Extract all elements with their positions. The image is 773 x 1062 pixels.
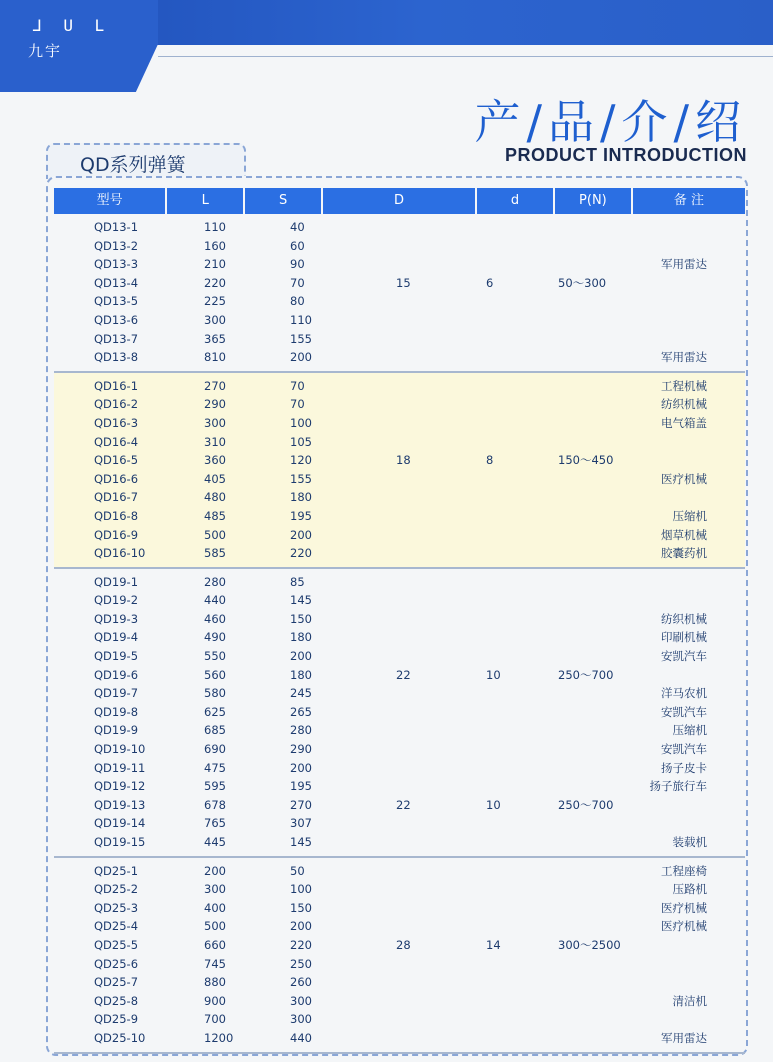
col-remark: 备 注 [633, 188, 745, 214]
remark-cell: 军用雷达 [661, 350, 707, 365]
l-cell: 360 [204, 453, 226, 468]
table-header [54, 188, 745, 214]
table-row [54, 292, 745, 311]
remark-cell: 清洁机 [672, 993, 707, 1008]
l-cell: 270 [204, 378, 226, 393]
s-cell: 265 [290, 704, 312, 719]
l-cell: 585 [204, 546, 226, 561]
s-cell: 180 [290, 630, 312, 645]
s-cell: 50 [290, 863, 305, 878]
remark-cell: 压路机 [672, 882, 707, 897]
l-cell: 900 [204, 993, 226, 1008]
table-row [54, 544, 745, 563]
model-cell: QD13-8 [94, 350, 139, 365]
s-cell: 245 [290, 686, 312, 701]
col-s: S [245, 188, 323, 214]
table-row [54, 488, 745, 507]
model-cell: QD19-13 [94, 797, 146, 812]
l-cell: 685 [204, 723, 226, 738]
model-cell: QD13-7 [94, 331, 139, 346]
remark-cell: 纺织机械 [661, 611, 707, 626]
remark-cell: 胶囊药机 [661, 546, 707, 561]
model-cell: QD19-3 [94, 611, 139, 626]
outer-diameter-cell: 22 [396, 667, 411, 682]
s-cell: 220 [290, 937, 312, 952]
table-row [54, 237, 745, 256]
s-cell: 290 [290, 742, 312, 757]
table-row [54, 218, 745, 237]
s-cell: 100 [290, 415, 312, 430]
table-row [54, 377, 745, 396]
model-cell: QD16-9 [94, 527, 139, 542]
remark-cell: 军用雷达 [661, 257, 707, 272]
l-cell: 445 [204, 835, 226, 849]
remark-cell: 医疗机械 [661, 919, 707, 934]
s-cell: 150 [290, 900, 312, 915]
s-cell: 200 [290, 760, 312, 775]
l-cell: 365 [204, 331, 226, 346]
table-row [54, 814, 745, 833]
logo-name: 九宇 [28, 42, 63, 60]
l-cell: 560 [204, 667, 226, 682]
l-cell: 765 [204, 816, 226, 831]
model-cell: QD16-1 [94, 378, 139, 393]
s-cell: 300 [290, 1012, 312, 1027]
wire-diameter-cell: 6 [486, 275, 494, 290]
remark-cell: 纺织机械 [661, 397, 707, 412]
logo-block [0, 0, 158, 92]
s-cell: 90 [290, 257, 305, 272]
model-cell: QD19-10 [94, 742, 146, 757]
table-row [54, 955, 745, 974]
model-cell: QD25-5 [94, 937, 139, 952]
s-cell: 180 [290, 667, 312, 682]
l-cell: 300 [204, 312, 226, 327]
outer-diameter-cell: 22 [396, 797, 411, 812]
model-cell: QD19-9 [94, 723, 139, 738]
model-cell: QD25-3 [94, 900, 139, 915]
table-row [54, 684, 745, 703]
s-cell: 195 [290, 508, 312, 523]
outer-diameter-cell: 18 [396, 453, 411, 468]
model-cell: QD25-10 [94, 1030, 146, 1045]
remark-cell: 医疗机械 [661, 471, 707, 486]
table-row [54, 1029, 745, 1048]
table-row [54, 1010, 745, 1029]
model-cell: QD16-10 [94, 546, 146, 561]
model-cell: QD25-2 [94, 882, 139, 897]
model-cell: QD19-14 [94, 816, 146, 831]
l-cell: 220 [204, 275, 226, 290]
model-cell: QD25-1 [94, 863, 139, 878]
model-cell: QD13-2 [94, 238, 139, 253]
table-row [54, 591, 745, 610]
s-cell: 70 [290, 397, 305, 412]
model-cell: QD16-3 [94, 415, 139, 430]
table-row [54, 647, 745, 666]
model-cell: QD13-1 [94, 220, 139, 234]
table-row [54, 740, 745, 759]
l-cell: 280 [204, 574, 226, 589]
remark-cell: 工程机械 [661, 378, 707, 393]
s-cell: 270 [290, 797, 312, 812]
s-cell: 145 [290, 593, 312, 608]
force-range-cell: 250～700 [558, 667, 614, 682]
remark-cell: 装载机 [672, 835, 707, 849]
l-cell: 690 [204, 742, 226, 757]
l-cell: 405 [204, 471, 226, 486]
remark-cell: 压缩机 [672, 508, 707, 523]
row-group [54, 373, 745, 569]
s-cell: 260 [290, 975, 312, 990]
l-cell: 225 [204, 294, 226, 309]
remark-cell: 洋马农机 [661, 686, 707, 701]
model-cell: QD13-4 [94, 275, 139, 290]
model-cell: QD19-4 [94, 630, 139, 645]
s-cell: 200 [290, 527, 312, 542]
l-cell: 660 [204, 937, 226, 952]
remark-cell: 烟草机械 [661, 527, 707, 542]
l-cell: 1200 [204, 1030, 234, 1045]
s-cell: 280 [290, 723, 312, 738]
s-cell: 195 [290, 779, 312, 794]
spring-table [54, 188, 745, 1054]
s-cell: 200 [290, 350, 312, 365]
l-cell: 485 [204, 508, 226, 523]
table-row [54, 311, 745, 330]
force-range-cell: 50～300 [558, 275, 607, 290]
table-row [54, 507, 745, 526]
col-d-wire: d [477, 188, 555, 214]
l-cell: 678 [204, 797, 226, 812]
model-cell: QD25-8 [94, 993, 139, 1008]
table-row [54, 414, 745, 433]
row-group [54, 569, 745, 858]
col-l: L [167, 188, 245, 214]
header-rule [158, 56, 773, 57]
s-cell: 155 [290, 331, 312, 346]
table-row [54, 917, 745, 936]
l-cell: 110 [204, 220, 226, 234]
table-body [54, 214, 745, 1054]
table-row [54, 777, 745, 796]
l-cell: 500 [204, 527, 226, 542]
model-cell: QD16-4 [94, 434, 139, 449]
remark-cell: 扬子皮卡 [661, 760, 707, 775]
table-row [54, 628, 745, 647]
model-cell: QD25-6 [94, 956, 139, 971]
l-cell: 300 [204, 415, 226, 430]
force-range-cell: 150～450 [558, 453, 614, 468]
s-cell: 70 [290, 275, 305, 290]
table-row [54, 703, 745, 722]
section-title: QD系列弹簧 [80, 154, 186, 176]
s-cell: 60 [290, 238, 305, 253]
s-cell: 220 [290, 546, 312, 561]
remark-cell: 压缩机 [672, 723, 707, 738]
model-cell: QD13-3 [94, 257, 139, 272]
l-cell: 745 [204, 956, 226, 971]
s-cell: 80 [290, 294, 305, 309]
model-cell: QD19-2 [94, 593, 139, 608]
wire-diameter-cell: 10 [486, 797, 501, 812]
model-cell: QD19-11 [94, 760, 146, 775]
l-cell: 880 [204, 975, 226, 990]
model-cell: QD19-12 [94, 779, 146, 794]
s-cell: 150 [290, 611, 312, 626]
l-cell: 490 [204, 630, 226, 645]
col-d-outer: D [323, 188, 477, 214]
remark-cell: 扬子旅行车 [649, 779, 707, 794]
l-cell: 160 [204, 238, 226, 253]
wire-diameter-cell: 10 [486, 667, 501, 682]
l-cell: 440 [204, 593, 226, 608]
l-cell: 625 [204, 704, 226, 719]
l-cell: 200 [204, 863, 226, 878]
model-cell: QD13-5 [94, 294, 139, 309]
l-cell: 700 [204, 1012, 226, 1027]
remark-cell: 电气箱盖 [661, 415, 707, 430]
model-cell: QD16-2 [94, 397, 139, 412]
table-row [54, 470, 745, 489]
table-row [54, 348, 745, 367]
model-cell: QD25-7 [94, 975, 139, 990]
table-row [54, 573, 745, 592]
model-cell: QD19-8 [94, 704, 139, 719]
s-cell: 250 [290, 956, 312, 971]
l-cell: 400 [204, 900, 226, 915]
s-cell: 70 [290, 378, 305, 393]
model-cell: QD19-5 [94, 649, 139, 664]
wire-diameter-cell: 14 [486, 937, 501, 952]
table-row [54, 899, 745, 918]
s-cell: 105 [290, 434, 312, 449]
remark-cell: 印刷机械 [661, 630, 707, 645]
remark-cell: 工程座椅 [661, 863, 707, 878]
model-cell: QD13-6 [94, 312, 139, 327]
force-range-cell: 250～700 [558, 797, 614, 812]
l-cell: 290 [204, 397, 226, 412]
model-cell: QD19-15 [94, 835, 146, 849]
s-cell: 40 [290, 220, 305, 234]
table-row [54, 992, 745, 1011]
s-cell: 110 [290, 312, 312, 327]
l-cell: 480 [204, 490, 226, 505]
remark-cell: 安凯汽车 [661, 649, 707, 664]
s-cell: 145 [290, 835, 312, 849]
s-cell: 200 [290, 919, 312, 934]
l-cell: 310 [204, 434, 226, 449]
model-cell: QD16-5 [94, 453, 139, 468]
col-model: 型号 [54, 188, 167, 214]
model-cell: QD25-4 [94, 919, 139, 934]
l-cell: 550 [204, 649, 226, 664]
table-row [54, 833, 745, 852]
model-cell: QD19-1 [94, 574, 139, 589]
page-title: 产/品/介/绍 [474, 95, 747, 149]
table-row [54, 610, 745, 629]
l-cell: 210 [204, 257, 226, 272]
outer-diameter-cell: 28 [396, 937, 411, 952]
s-cell: 155 [290, 471, 312, 486]
outer-diameter-cell: 15 [396, 275, 411, 290]
l-cell: 500 [204, 919, 226, 934]
l-cell: 595 [204, 779, 226, 794]
table-row [54, 433, 745, 452]
l-cell: 580 [204, 686, 226, 701]
l-cell: 475 [204, 760, 226, 775]
table-row [54, 721, 745, 740]
model-cell: QD16-7 [94, 490, 139, 505]
s-cell: 440 [290, 1030, 312, 1045]
remark-cell: 军用雷达 [661, 1030, 707, 1045]
s-cell: 307 [290, 816, 312, 831]
table-row [54, 255, 745, 274]
force-range-cell: 300～2500 [558, 937, 621, 952]
row-group [54, 858, 745, 1054]
row-group [54, 214, 745, 373]
table-row [54, 526, 745, 545]
model-cell: QD19-6 [94, 667, 139, 682]
s-cell: 180 [290, 490, 312, 505]
s-cell: 85 [290, 574, 305, 589]
s-cell: 100 [290, 882, 312, 897]
l-cell: 810 [204, 350, 226, 365]
model-cell: QD16-6 [94, 471, 139, 486]
l-cell: 300 [204, 882, 226, 897]
page-subtitle: PRODUCT INTRODUCTION [505, 145, 747, 165]
table-row [54, 759, 745, 778]
table-row [54, 862, 745, 881]
s-cell: 120 [290, 453, 312, 468]
table-row [54, 880, 745, 899]
model-cell: QD16-8 [94, 508, 139, 523]
l-cell: 460 [204, 611, 226, 626]
model-cell: QD25-9 [94, 1012, 139, 1027]
table-row [54, 395, 745, 414]
logo-mark: ᒧ U ᒪ [32, 16, 110, 35]
s-cell: 300 [290, 993, 312, 1008]
col-force: P(N) [555, 188, 633, 214]
table-row [54, 973, 745, 992]
model-cell: QD19-7 [94, 686, 139, 701]
s-cell: 200 [290, 649, 312, 664]
remark-cell: 医疗机械 [661, 900, 707, 915]
remark-cell: 安凯汽车 [661, 704, 707, 719]
table-row [54, 330, 745, 349]
wire-diameter-cell: 8 [486, 453, 494, 468]
remark-cell: 安凯汽车 [661, 742, 707, 757]
